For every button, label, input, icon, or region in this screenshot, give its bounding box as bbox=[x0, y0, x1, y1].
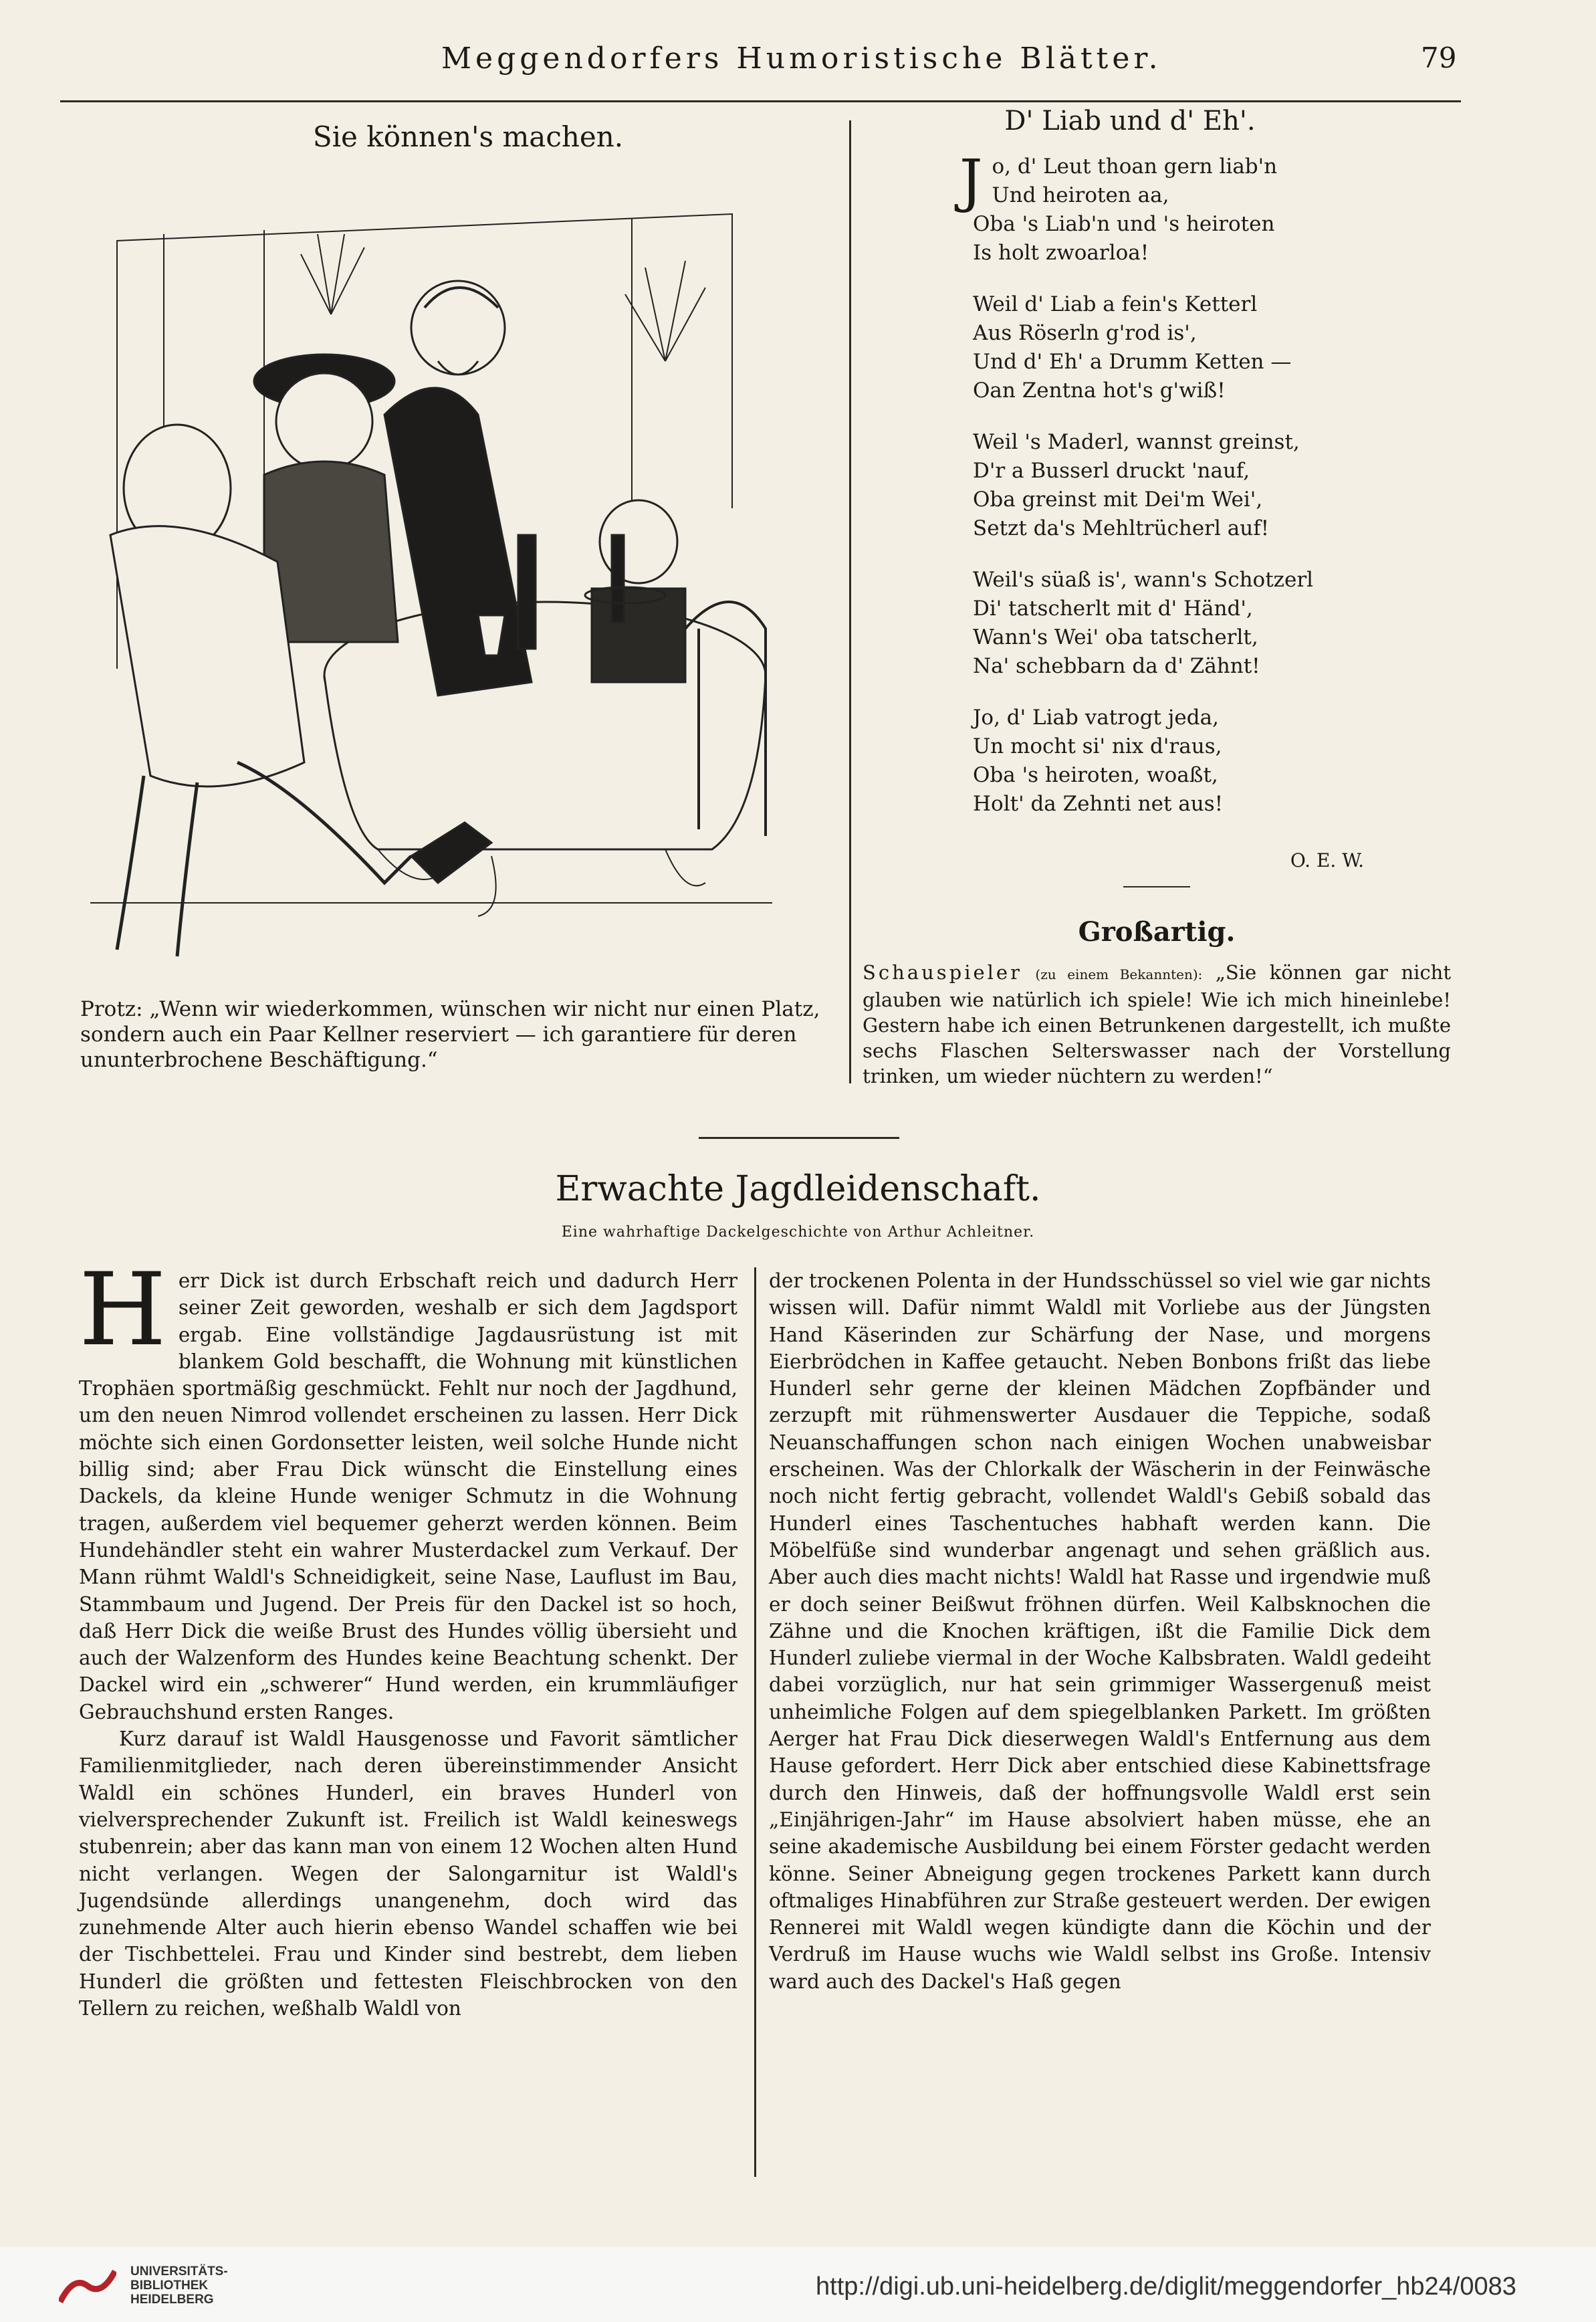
story-dropcap: H bbox=[79, 1252, 166, 1368]
poem-stanza bbox=[973, 290, 1441, 405]
poem-line: Oba 's heiroten, woaßt, bbox=[973, 763, 1218, 787]
poem-line: Setzt da's Mehltrücherl auf! bbox=[973, 516, 1270, 540]
poem-line: Weil's süaß is', wann's Schotzerl bbox=[973, 568, 1314, 592]
cartoon-caption: Protz: „Wenn wir wiederkommen, wünschen wir nicht nur einen Platz, sondern auch ein Paar Kellner reserviert — ich garantiere für deren ununterbrochene Beschäftigung.“ bbox=[80, 997, 820, 1072]
logo-line: BIBLIOTHEK bbox=[130, 2279, 209, 2293]
poem-line: Na' schebbarn da d' Zähnt! bbox=[973, 654, 1260, 678]
poem-line: Is holt zwoarloa! bbox=[973, 241, 1149, 265]
story-title: Erwachte Jagdleidenschaft. bbox=[555, 1169, 1041, 1209]
poem-line: D'r a Busserl druckt 'nauf, bbox=[973, 459, 1250, 483]
library-logo-text bbox=[130, 2264, 264, 2307]
poem-title: D' Liab und d' Eh'. bbox=[1004, 106, 1256, 136]
anecdote-text bbox=[863, 960, 1451, 1089]
column-rule-bottom bbox=[754, 1267, 756, 2177]
anecdote-body: „Sie können gar nicht glauben wie natürlich ich spiele! Wie ich mich hineinlebe! Gestern habe ich einen Betrunkenen dargestellt, ich mußte sechs Flaschen Selterswasser nach der Vorstellung trinken, um wieder nüchtern zu werden!“ bbox=[863, 961, 1452, 1087]
poem-line: Aus Röserln g'rod is', bbox=[973, 321, 1197, 345]
poem-line: Weil d' Liab a fein's Ketterl bbox=[973, 292, 1258, 316]
header-rule bbox=[60, 100, 1461, 102]
logo-line: HEIDELBERG bbox=[130, 2293, 214, 2307]
poem-line: Holt' da Zehnti net aus! bbox=[973, 792, 1224, 816]
story-column-left bbox=[79, 1252, 737, 2022]
poem-stanza bbox=[973, 704, 1441, 819]
poem-line: Oba 's Liab'n und 's heiroten bbox=[973, 212, 1275, 236]
poem-line: Un mocht si' nix d'raus, bbox=[973, 734, 1222, 758]
story-subtitle: Eine wahrhaftige Dackelgeschichte von Arthur Achleitner. bbox=[561, 1224, 1035, 1241]
poem-line: Oba greinst mit Dei'm Wei', bbox=[973, 488, 1263, 512]
cartoon-title: Sie können's machen. bbox=[312, 120, 624, 153]
poem-line: o, d' Leut thoan gern liab'n bbox=[992, 154, 1278, 179]
story-paragraph bbox=[79, 1252, 737, 1725]
poem-stanza bbox=[973, 428, 1441, 543]
poem-end-rule bbox=[1123, 886, 1190, 887]
poem-line: Und d' Eh' a Drumm Ketten — bbox=[973, 350, 1292, 374]
running-head bbox=[0, 32, 1596, 92]
source-url-link[interactable]: http://digi.ub.uni-heidelberg.de/diglit/meggendorfer_hb24/0083 bbox=[816, 2273, 1516, 2301]
poem-line: Weil 's Maderl, wannst greinst, bbox=[973, 430, 1300, 454]
library-logo-icon bbox=[59, 2268, 116, 2303]
story-paragraph: Kurz darauf ist Waldl Hausgenosse und Favorit sämtlicher Familienmitglieder, nach deren übereinstimmender Ansicht Waldl ein schönes Hunderl, ein braves Hunderl von vielversprechender Zukunft ist. Freilich ist Waldl keineswegs stubenrein; aber das kann man von einem 12 Wochen alten Hund nicht verlangen. Wegen der Salongarnitur ist Waldl's Jugendsünde allerdings unangenehm, doch wird das zunehmende Alter auch hierin ebenso Wandel schaffen wie bei der Tischbettelei. Frau und Kinder sind bestrebt, dem lieben Hunderl die größten und fettesten Fleischbrocken von den Tellern zu reichen, weßhalb Waldl von bbox=[79, 1727, 737, 2020]
poem-line: Und heiroten aa, bbox=[992, 183, 1169, 207]
page-number: 79 bbox=[1421, 41, 1457, 74]
anecdote-speaker: Schauspieler bbox=[863, 961, 1022, 984]
poem-line: Oan Zentna hot's g'wiß! bbox=[973, 379, 1226, 403]
poem-stanza bbox=[959, 148, 1441, 268]
anecdote-aside: (zu einem Bekannten): bbox=[1035, 966, 1203, 982]
story-paragraph-text: err Dick ist durch Erbschaft reich und dadurch Herr seiner Zeit geworden, weshalb er sich dem Jagdsport ergab. Eine vollständige Jagdausrüstung ist mit blankem Gold beschafft, die Wohnung mit künstlichen Trophäen sportmäßig geschmückt. Fehlt nur noch der Jagdhund, um den neuen Nimrod vollendet erscheinen zu lassen. Herr Dick möchte sich einen Gordonsetter leisten, weil solche Hunde nicht billig sind; aber Frau Dick wünscht die Einstellung eines Dackels, da kleine Hunde weniger Schmutz in die Wohnung tragen, außerdem viel bequemer geherzt werden können. Beim Hundehändler steht ein wahrer Musterdackel zum Verkauf. Der Mann rühmt Waldl's Schneidigkeit, seine Nase, Lauflust im Bau, Stammbaum und Jugend. Der Preis für den Dackel ist so hoch, daß Herr Dick die weiße Brust des Hundes völlig übersieht und auch der Walzenform des Hundes keine Beachtung schenkt. Der Dackel wird ein „schwerer“ Hund werden, ein krummläufiger Gebrauchshund ersten Ranges. bbox=[79, 1269, 737, 1723]
poem-stanza bbox=[973, 566, 1441, 681]
poem-line: Di' tatscherlt mit d' Händ', bbox=[973, 597, 1253, 621]
poem-dropcap: J bbox=[959, 148, 983, 215]
footer-bar bbox=[0, 2247, 1596, 2322]
column-rule-top bbox=[849, 120, 851, 1083]
running-title: Meggendorfers Humoristische Blätter. bbox=[441, 41, 1162, 76]
poem-line: Wann's Wei' oba tatscherlt, bbox=[973, 625, 1258, 649]
cartoon-illustration bbox=[64, 161, 792, 983]
poem-signature: O. E. W. bbox=[1290, 849, 1364, 871]
story-paragraph: der trockenen Polenta in der Hundsschüssel so viel wie gar nichts wissen will. Dafür nimmt Waldl mit Vorliebe aus der Jüngsten Hand Käserinden zur Schärfung der Nase, und morgens Eierbrödchen in Kaffee getaucht. Neben Bonbons frißt das liebe Hunderl sehr gerne der kleinen Mädchen Zopfbänder und zerzupft mit rühmenswerter Ausdauer die Teppiche, sodaß Neuanschaffungen schon nach einigen Wochen unabweisbar erscheinen. Was der Chlorkalk der Wäscherin in der Feinwäsche noch nicht fertig gebracht, vollendet Waldl's Gebiß sobald das Hunderl eines Taschentuches habhaft werden kann. Die Möbelfüße sind wunderbar angenagt und sehen gräßlich aus. Aber auch dies macht nichts! Waldl hat Rasse und irgendwie muß er doch seiner Beißwut fröhnen dürfen. Weil Kalbsknochen die Zähne und die Knochen kräftigen, ißt die Familie Dick dem Hunderl zuliebe viermal in der Woche Kalbsbraten. Waldl gedeiht dabei vorzüglich, nur hat sein grimmiger Wassergenuß meist unheimliche Folgen auf dem spiegelblanken Parkett. Im größten Aerger hat Frau Dick dieserwegen Waldl's Entfernung aus dem Hause gefordert. Herr Dick aber entschied diese Kabinettsfrage durch den Hinweis, daß der hoffnungsvolle Waldl erst sein „Einjährigen-Jahr“ im Hause absolviert haben müsse, ehe an seine akademische Ausbildung bei einem Förster gedacht werden könne. Seiner Abneigung gegen trockenes Parkett kann durch oftmaliges Hinabführen zur Straße gesteuert werden. Der ewigen Rennerei mit Waldl wegen kündigte dann die Köchin und der Verdruß im Hause wuchs wie Waldl selbst ins Große. Intensiv ward auch des Dackel's Haß gegen bbox=[769, 1269, 1432, 1993]
section-divider bbox=[699, 1137, 899, 1139]
poem-line: Jo, d' Liab vatrogt jeda, bbox=[973, 706, 1219, 730]
story-column-right bbox=[769, 1267, 1431, 1995]
poem bbox=[959, 148, 1441, 841]
anecdote-title: Großartig. bbox=[1078, 916, 1236, 948]
logo-line: UNIVERSITÄTS- bbox=[130, 2264, 228, 2279]
